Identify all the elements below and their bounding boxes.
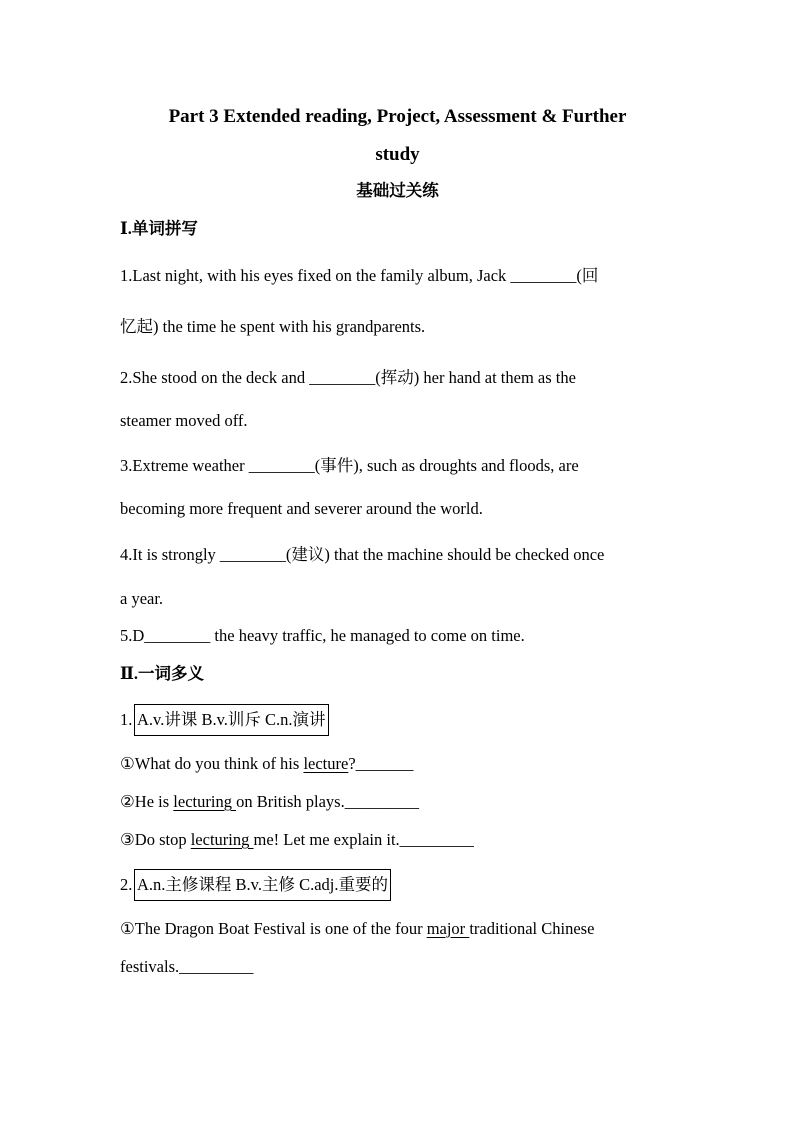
question-1-line-2: 忆起) the time he spent with his grandparents. xyxy=(120,317,426,336)
sentence-text: ②He is xyxy=(120,792,174,811)
sentence-text: ①The Dragon Boat Festival is one of the four xyxy=(120,919,427,938)
group-2-options-box: A.n.主修课程 B.v.主修 C.adj.重要的 xyxy=(134,869,391,901)
page-title: Part 3 Extended reading, Project, Assessment & Further xyxy=(168,106,627,127)
answer-blank: ?_______ xyxy=(348,754,414,773)
section-heading-polysemy: Ⅱ.一词多义 xyxy=(120,664,205,683)
group-1-options-box: A.v.讲课 B.v.训斥 C.n.演讲 xyxy=(134,704,329,736)
sentence-text-end: traditional Chinese xyxy=(469,919,595,938)
group-1-number: 1. xyxy=(120,710,133,729)
target-word: lecturing xyxy=(173,792,237,811)
target-word: lecturing xyxy=(190,830,254,849)
target-word: lecture xyxy=(303,754,349,773)
page-subtitle: 基础过关练 xyxy=(356,181,439,200)
group-1-sentence-1 xyxy=(120,754,413,774)
sentence-text: ①What do you think of his xyxy=(120,754,304,773)
group-2-sentence-1 xyxy=(120,919,594,939)
question-2-line-1: 2.She stood on the deck and ________(挥动) her hand at them as the xyxy=(120,368,576,387)
answer-blank: on British plays._________ xyxy=(236,792,419,811)
question-1-line-1: 1.Last night, with his eyes fixed on the family album, Jack ________(回 xyxy=(120,266,599,285)
section-heading-spelling: Ⅰ.单词拼写 xyxy=(120,219,198,238)
group-2-number: 2. xyxy=(120,875,133,894)
target-word: major xyxy=(426,919,470,938)
group-2-sentence-1-line-2: festivals._________ xyxy=(120,957,254,976)
question-4-line-2: a year. xyxy=(120,589,164,608)
sentence-text: ③Do stop xyxy=(120,830,191,849)
answer-blank: me! Let me explain it._________ xyxy=(253,830,474,849)
question-2-line-2: steamer moved off. xyxy=(120,411,248,430)
question-4-line-1: 4.It is strongly ________(建议) that the machine should be checked once xyxy=(120,545,605,564)
group-1-sentence-3 xyxy=(120,830,474,850)
question-3-line-2: becoming more frequent and severer around the world. xyxy=(120,499,483,518)
page-title-continued: study xyxy=(375,144,420,165)
question-3-line-1: 3.Extreme weather ________(事件), such as droughts and floods, are xyxy=(120,456,579,475)
group-1-sentence-2 xyxy=(120,792,419,812)
question-5: 5.D________ the heavy traffic, he managed to come on time. xyxy=(120,626,525,645)
